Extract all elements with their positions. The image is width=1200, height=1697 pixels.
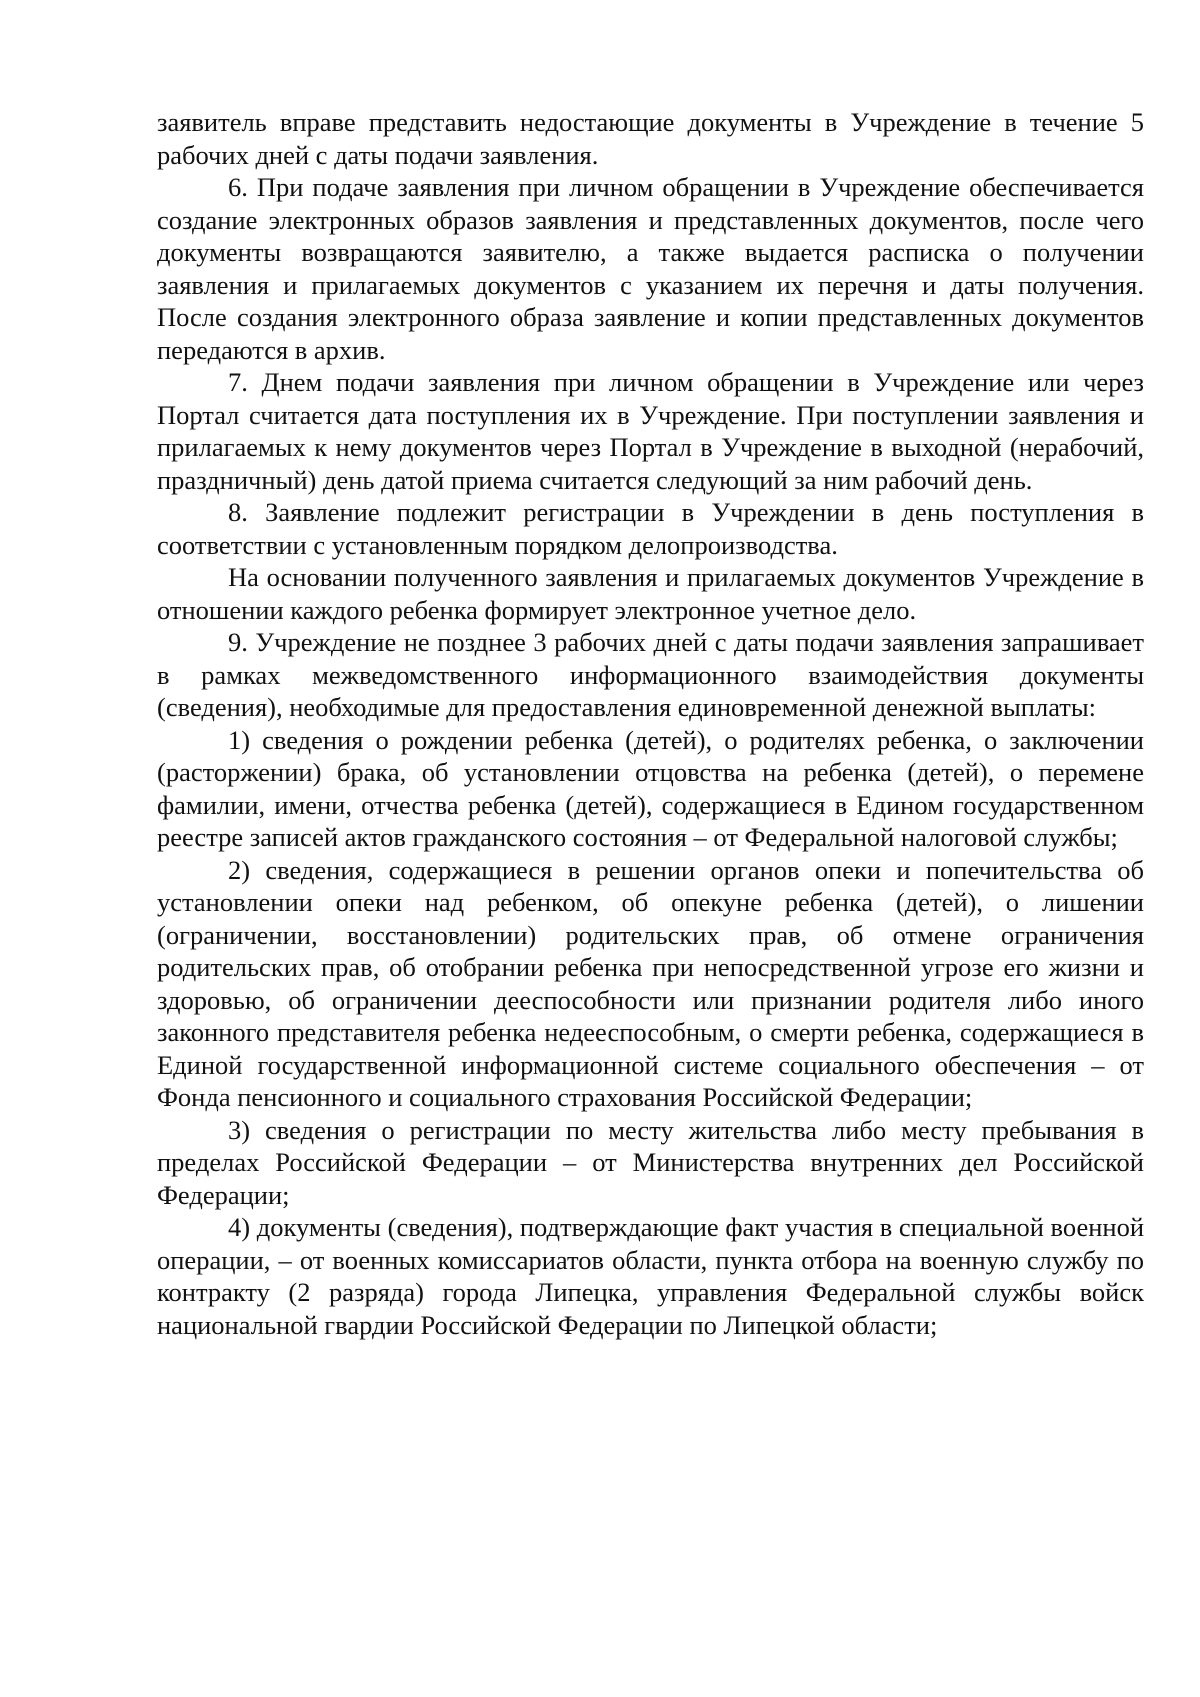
paragraph-continuation: заявитель вправе представить недостающие документы в Учреждение в течение 5 рабочих дней с даты подачи заявления.: [157, 107, 1144, 170]
paragraph-item-6: 6. При подаче заявления при личном обращении в Учреждение обеспечивается создание электронных образов заявления и представленных документов, после чего документы возвращаются заявителю, а также выдается расписка о получении заявления и прилагаемых документов с указанием их перечня и даты получения. После создания электронного образа заявление и копии представленных документов передаются в архив.: [157, 172, 1144, 365]
paragraph-item-8-basis: На основании полученного заявления и прилагаемых документов Учреждение в отношении каждого ребенка формирует электронное учетное дело.: [157, 562, 1144, 625]
subparagraph-2: 2) сведения, содержащиеся в решении органов опеки и попечительства об установлении опеки над ребенком, об опекуне ребенка (детей), о лишении (ограничении, восстановлении) родительских прав, об отмене ограничения родительских прав, об отобрании ребенка при непосредственной угрозе его жизни и здоровью, об ограничении дееспособности или признании родителя либо иного законного представителя ребенка недееспособным, о смерти ребенка, содержащиеся в Единой государственной информационной системе социального обеспечения – от Фонда пенсионного и социального страхования Российской Федерации;: [157, 854, 1144, 1112]
document-page: [157, 106, 1144, 1341]
subparagraph-3: 3) сведения о регистрации по месту жительства либо месту пребывания в пределах Российской Федерации – от Министерства внутренних дел Российской Федерации;: [157, 1114, 1144, 1210]
subparagraph-1: 1) сведения о рождении ребенка (детей), о родителях ребенка, о заключении (расторжении) брака, об установлении отцовства на ребенка (детей), о перемене фамилии, имени, отчества ребенка (детей), содержащиеся в Едином государственном реестре записей актов гражданского состояния – от Федеральной налоговой службы;: [157, 724, 1144, 852]
paragraph-item-9: 9. Учреждение не позднее 3 рабочих дней с даты подачи заявления запрашивает в рамках межведомственного информационного взаимодействия документы (сведения), необходимые для предоставления единовременной денежной выплаты:: [157, 627, 1144, 722]
paragraph-item-7: 7. Днем подачи заявления при личном обращении в Учреждение или через Портал считается дата поступления их в Учреждение. При поступлении заявления и прилагаемых к нему документов через Портал в Учреждение в выходной (нерабочий, праздничный) день датой приема считается следующий за ним рабочий день.: [157, 367, 1144, 495]
subparagraph-4: 4) документы (сведения), подтверждающие факт участия в специальной военной операции, – от военных комиссариатов области, пункта отбора на военную службу по контракту (2 разряда) города Липецка, управления Федеральной службы войск национальной гвардии Российской Федерации по Липецкой области;: [157, 1212, 1144, 1340]
paragraph-item-8: 8. Заявление подлежит регистрации в Учреждении в день поступления в соответствии с установленным порядком делопроизводства.: [157, 497, 1144, 560]
